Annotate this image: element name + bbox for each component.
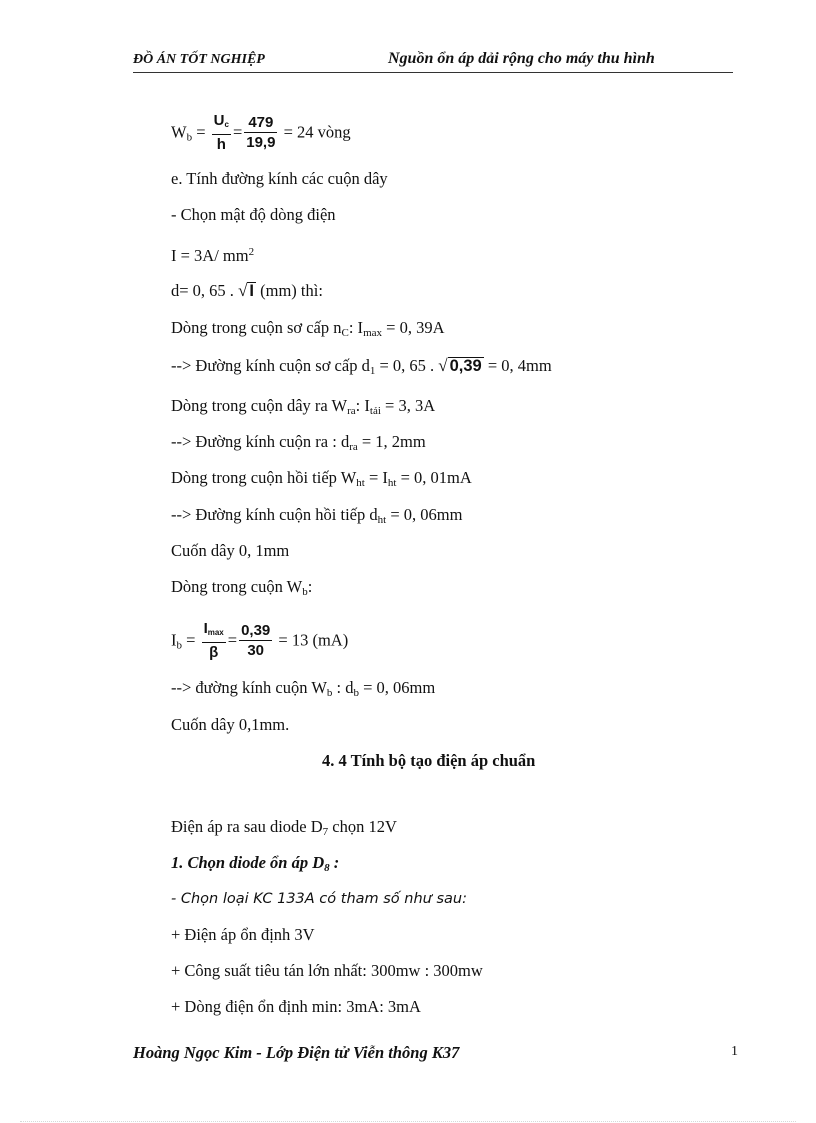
fraction-039-30: $\frac{0,39}{30}$: [241, 622, 271, 659]
header-left-title: ĐỒ ÁN TỐT NGHIỆP: [133, 52, 265, 67]
line-param-dong-dien: + Dòng điện ổn định min: 3mA: 3mA: [171, 997, 421, 1016]
sqrt-symbol: √: [238, 281, 248, 300]
sqrt-symbol: √: [438, 356, 448, 375]
fraction-uc-h: $\frac{Uc}{h}$: [213, 112, 229, 153]
line-e: e. Tính đường kính các cuộn dây: [171, 169, 388, 188]
header-right-title: Nguồn ổn áp dải rộng cho máy thu hình: [388, 50, 655, 67]
line-chon-mat-do: - Chọn mật độ dòng điện: [171, 205, 336, 224]
line-param-dien-ap: + Điện áp ổn định 3V: [171, 925, 315, 944]
line-cuon-day-2: Cuốn dây 0,1mm.: [171, 715, 290, 734]
fraction-479-199: $\frac{479}{19,9}$: [246, 114, 276, 151]
line-day-ra: Dòng trong cuộn dây ra $W_{ra}$: $I_{tải} = 3$, 3A: [171, 396, 436, 417]
line-cuon-day-1: Cuốn dây 0, 1mm: [171, 541, 290, 560]
line-dong-wb: Dòng trong cuộn $W_b$:: [171, 577, 313, 598]
line-dk-wb: --> đường kính cuộn $W_b$ : $d_b = 0$, 06mm: [171, 678, 436, 699]
line-dk-hoi-tiep: --> Đường kính cuộn hồi tiếp $d_{ht} = 0$, 06mm: [171, 505, 463, 526]
line-current-density: I = 3A/ $mm^2$: [171, 246, 255, 265]
line-dk-so-cap: --> Đường kính cuộn sơ cấp $d_1 = 0$, 65 . √ 0,39 = 0, 4mm: [171, 356, 552, 377]
line-so-cap: Dòng trong cuộn sơ cấp $n_C$: $I_{max} = 0$, 39A: [171, 318, 445, 339]
page-bottom-border: [20, 1121, 796, 1122]
equation-wb: $W_b$ = $\frac{Uc}{h}$ = $\frac{479}{19,9}$ = 24 vòng: [171, 112, 351, 153]
header-divider: [133, 72, 733, 73]
line-hoi-tiep: Dòng trong cuộn hồi tiếp $W_{ht} = I_{ht} = 0$, 01mA: [171, 468, 472, 489]
page-footer-author: Hoàng Ngọc Kim - Lớp Điện tử Viễn thông K37: [133, 1043, 460, 1062]
line-dien-ap-ra: Điện áp ra sau diode $D_7$ chọn 12V: [171, 817, 397, 838]
line-param-cong-suat: + Công suất tiêu tán lớn nhất: 300mw : 300mw: [171, 961, 483, 980]
equation-ib: $I_b$ = $\frac{Imax}{\beta}$ = $\frac{0,39}{30}$ = 13 (mA): [171, 620, 349, 661]
subheading-chon-diode: 1. Chọn diode ổn áp $D_8$ :: [171, 853, 340, 874]
line-dk-ra: --> Đường kính cuộn ra : $d_{ra} = 1$, 2mm: [171, 432, 426, 453]
fraction-imax-beta: $\frac{Imax}{\beta}$: [203, 620, 224, 661]
page-number: 1: [731, 1044, 738, 1059]
section-title: 4. 4 Tính bộ tạo điện áp chuẩn: [322, 751, 536, 770]
line-chon-loai: - Chọn loại KC 133A có tham số như sau:: [171, 891, 467, 907]
line-d-formula: d= 0, 65 . √ I (mm) thì:: [171, 281, 323, 300]
